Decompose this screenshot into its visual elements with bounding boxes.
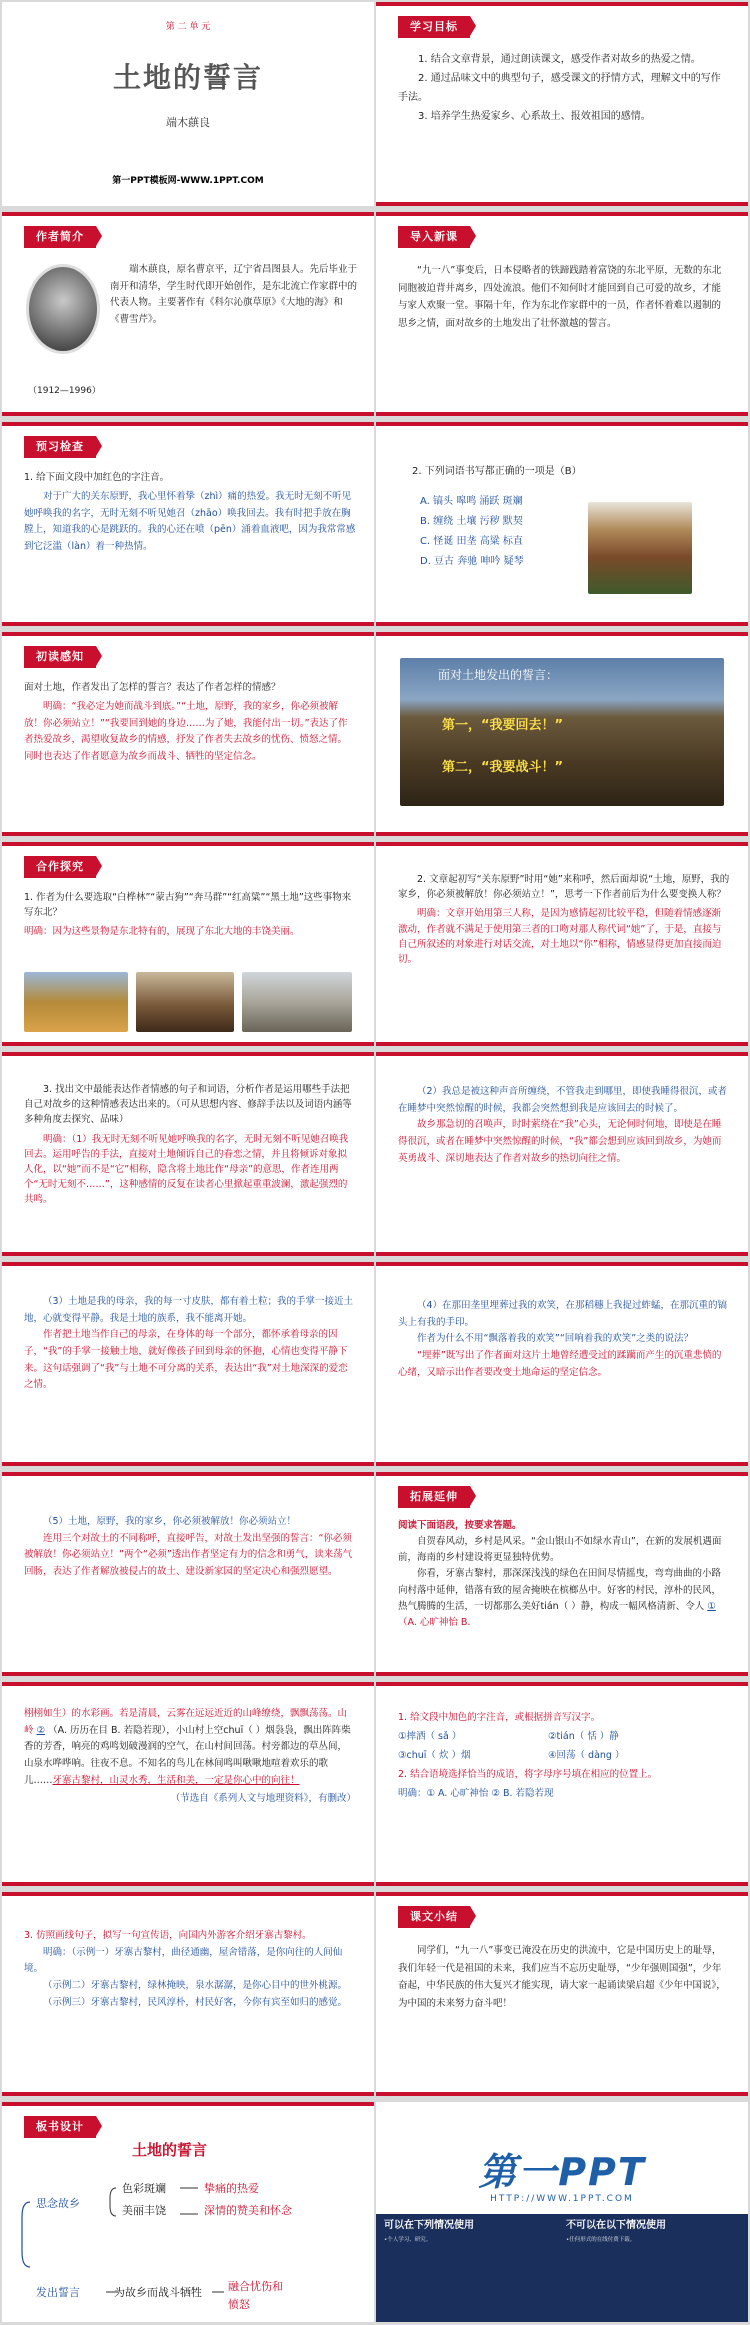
- top-bar: [2, 422, 374, 426]
- unit-label: 第 二 单 元: [165, 22, 211, 32]
- board-node: 融合忧伤和: [228, 2280, 283, 2293]
- analysis: 故乡那急切的召唤声，时时萦绕在“我”心头，无论何时何地，即使是在睡得很沉，或者在睡梦中突然惊醒的时候，“我”都会想到应该回到故乡，为她而英勇战斗、深切地表达了作者对故乡的热切向往之情。: [398, 1119, 722, 1164]
- answer: （示例三）牙寨古黎村，民风淳朴，村民好客，今你有宾至如归的感觉。: [43, 1996, 348, 2008]
- reading-paragraph: 栩栩如生）的水彩画。若是清晨，云雾在远远近近的山峰缭绕，飘飘荡荡。山岭 ② （A. 历历在目 B. 若隐若现），小山村上空chuī（ ）烟袅袅，飘出阵阵柴香的芳香，响亮的鸡鸣划破漫润的空气，在山村间回荡。村旁都边的草丛间，山泉水哗哗响。往夜不息。不知名的鸟儿在林间鸣叫啾啾地喧着欢乐的歌儿……牙寨古黎村，山灵水秀，生活和美，一定是你心中的向往！: [24, 1708, 351, 1786]
- top-bar: [376, 422, 748, 426]
- slide-mother: [2, 1262, 374, 1466]
- section-tag: 课文小结: [398, 1906, 470, 1928]
- option: D. 豆古 奔驰 呻吟 疑琴: [420, 556, 524, 567]
- slide-emotion: [2, 1052, 374, 1256]
- slide-cover: [2, 2, 374, 206]
- oath-heading: 面对土地发出的誓言：: [438, 668, 559, 682]
- slide-explore: [2, 842, 374, 1046]
- author-name: 端木蕻良: [166, 116, 210, 129]
- author-years: （1912—1996）: [28, 386, 101, 396]
- bottom-bar: [376, 202, 748, 206]
- bottom-bar: [376, 1672, 748, 1676]
- underlined-sentence: 牙寨古黎村，山灵水秀，生活和美，一定是你心中的向往！: [52, 1774, 300, 1786]
- top-bar: [376, 842, 748, 846]
- oath-line: 第一，“我要回去！”: [442, 718, 564, 733]
- top-bar: [2, 1052, 374, 1056]
- sorghum-photo: [588, 502, 692, 594]
- top-bar: [376, 1262, 748, 1266]
- slide-author: [2, 212, 374, 416]
- slide-exercise: [376, 1682, 748, 1886]
- usage-heading: 可以在下列情况使用: [384, 2220, 474, 2231]
- slide-reading-cont: [2, 1682, 374, 1886]
- slide-intro: [376, 212, 748, 416]
- top-bar: [376, 1892, 748, 1896]
- page-title: 土地的誓言: [112, 61, 263, 94]
- bottom-bar: [2, 412, 374, 416]
- option: B. 缠绕 土壤 污秽 默契: [420, 516, 523, 527]
- brand-logo: 第一PPT: [478, 2150, 646, 2194]
- goal-item: 2. 通过品味文中的典型句子，感受课文的抒情方式，理解文中的写作手法。: [398, 73, 721, 103]
- top-bar: [2, 1682, 374, 1686]
- slide-slogan: [2, 1892, 374, 2096]
- option: A. 镐头 嗥鸣 涌跃 斑斓: [420, 496, 523, 507]
- bottom-bar: [376, 1882, 748, 1886]
- slide-spelling: [376, 422, 748, 626]
- reading-paragraph: 你看，牙寨古黎村，那深深浅浅的绿色在田间尽情摇曳，弯弯曲曲的小路向村落中延伸，错落有致的屋舍掩映在槟榔丛中。好客的村民，淳朴的民风，热气腾腾的生活，一切都那么美好tián（ ）静，构成一幅风格清新、令人 ① （A. 心旷神怡 B.: [398, 1568, 722, 1628]
- answer: ④回荡（ dàng ）: [548, 1750, 625, 1761]
- wheat-field-photo: [24, 972, 128, 1032]
- answer: 明确：文章开始用第三人称，是因为感情起初比较平稳，但随着情感逐渐激动，作者就不满足于使用第三者的口吻对那人称代词“她”了，于是，直接与自己所叙述的对象进行对话交流，对土地以“你”相称，情感显得更加直接而迫切。: [398, 908, 722, 965]
- slide-pronoun: [376, 842, 748, 1046]
- section-tag: 学习目标: [398, 16, 470, 38]
- instruction: 阅读下面语段，按要求答题。: [398, 1520, 522, 1531]
- quote: （2）我总是被这种声音所缠绕，不管我走到哪里，即使我睡得很沉，或者在睡梦中突然惊醒的时候，我都会突然想到我是应该回去的时候了。: [398, 1086, 728, 1114]
- slide-liberation: [2, 1472, 374, 1676]
- analysis: 连用三个对故土的不同称呼，直接呼告，对故土发出坚强的誓言：“你必须被解放！你必须站立！”两个“必须”透出作者坚定有力的信念和勇气，读来荡气回肠，表达了作者解放被侵占的故土、建设新家园的坚定决心和强烈愿望。: [24, 1532, 353, 1577]
- question: 1. 给下面文段中加红色的字注音。: [24, 472, 170, 483]
- slide-end: [376, 2102, 748, 2322]
- board-node: 发出誓言: [36, 2286, 80, 2299]
- bottom-bar: [376, 1042, 748, 1046]
- question: 3. 找出文中最能表达作者情感的句子和词语，分析作者是运用哪些手法把自己对故乡的这种情感表达出来的。（可从思想内容、修辞手法以及词语内涵等多种角度去探究、品味）: [24, 1084, 352, 1126]
- section-tag: 预习检查: [24, 436, 96, 458]
- blank: ②: [36, 1724, 46, 1736]
- top-bar: [376, 1472, 748, 1476]
- bottom-bar: [2, 1252, 374, 1256]
- top-bar: [2, 1472, 374, 1476]
- oath-line: 第二，“我要战斗！”: [442, 760, 564, 775]
- slide-burial: [376, 1262, 748, 1466]
- horses-photo: [136, 972, 234, 1032]
- board-node: 挚痛的热爱: [204, 2182, 259, 2195]
- answer: ②tián（ 恬 ）静: [548, 1731, 619, 1742]
- answer: ①摔洒（ sǎ ）: [398, 1731, 462, 1742]
- slide-emotion-2: [376, 1052, 748, 1256]
- bottom-bar: [376, 622, 748, 626]
- board-node: 为故乡而战斗牺牲: [114, 2286, 202, 2299]
- section-tag: 初读感知: [24, 646, 96, 668]
- top-bar: [2, 842, 374, 846]
- blank: ①: [707, 1600, 716, 1612]
- section-tag: 拓展延伸: [398, 1486, 470, 1508]
- slide-oath: [376, 632, 748, 836]
- source: （节选自《系列人文与地理资料》，有删改）: [170, 1793, 356, 1805]
- board-node: 色彩斑斓: [122, 2182, 166, 2195]
- slide-first-read: [2, 632, 374, 836]
- answer: 明确：（示例一）牙寨古黎村，曲径通幽，屋舍错落，是你向往的人间仙境。: [24, 1946, 343, 1975]
- top-bar: [2, 1262, 374, 1266]
- bottom-bar: [376, 1462, 748, 1466]
- summary-text: 同学们，“九一八”事变已淹没在历史的洪流中，它是中国历史上的耻辱，我们年轻一代是祖国的未来，我们应当不忘历史耻辱，“少年强则国强”，少年奋起，中华民族的伟大复兴才能实现，请大家一起诵读梁启超《少年中国说》，为中国的未来努力奋斗吧！: [398, 1945, 726, 2009]
- top-bar: [376, 1682, 748, 1686]
- question: 2. 结合语境选择恰当的成语，将字母序号填在相应的位置上。: [398, 1769, 658, 1780]
- answer: 明确：① A. 心旷神怡 ② B. 若隐若现: [398, 1788, 554, 1799]
- board-node: 思念故乡: [36, 2197, 80, 2210]
- board-node: 深情的赞美和怀念: [204, 2204, 292, 2217]
- birch-photo: [242, 972, 352, 1032]
- top-bar: [376, 1052, 748, 1056]
- goal-item: 1. 结合文章背景，通过朗读课文，感受作者对故乡的热爱之情。: [418, 54, 701, 65]
- answer: ③chuī（ 炊 ）烟: [398, 1750, 471, 1761]
- top-bar: [2, 212, 374, 216]
- site-credit[interactable]: 第一PPT模板网-WWW.1PPT.COM: [112, 176, 264, 186]
- bottom-bar: [376, 1252, 748, 1256]
- goal-item: 3. 培养学生热爱家乡、心系故土、报效祖国的感情。: [418, 111, 651, 122]
- reading-paragraph: 自贺春风动，乡村是风采。“金山银山不如绿水青山”，在新的发展机遇面前，海南的乡村建设将更显独特优势。: [398, 1536, 722, 1564]
- answer: 明确：（1）我无时无刻不听见她呼唤我的名字，无时无刻不听见她召唤我回去。运用呼告的手法，直接对土地倾诉自己的眷恋之情，并且将倾诉对象拟人化，以“她”而不是“它”相称，隐含将土地比作“母亲”的意思，作者连用两个“无时无刻不……”，这种感情的反复在读者心里掀起重重波澜，激起强烈的共鸣。: [24, 1133, 349, 1206]
- bottom-bar: [376, 2092, 748, 2096]
- quote: （3）土地是我的母亲，我的每一寸皮肤，都有着土粒；我的手掌一接近土地，心就变得平静。我是土地的族系，我不能离开她。: [24, 1296, 354, 1324]
- usage-item: •任何形式的在线付费下载。: [566, 2237, 636, 2243]
- slide-preview: [2, 422, 374, 626]
- slide-summary: [376, 1892, 748, 2096]
- bottom-bar: [2, 832, 374, 836]
- answer: 明确：因为这些景物是东北特有的，展现了东北大地的丰饶美丽。: [24, 926, 300, 938]
- author-bio: 端木蕻良，原名曹京平，辽宁省昌图县人。先后毕业于南开和清华，学生时代即开始创作，是东北流亡作家群中的代表人物。主要著作有《科尔沁旗草原》《大地的海》和《曹雪芹》。: [110, 264, 358, 325]
- bottom-bar: [2, 2092, 374, 2096]
- slide-goals: [376, 2, 748, 206]
- question: 1. 给文段中加色的字注音，或根据拼音写汉字。: [398, 1712, 601, 1723]
- bottom-bar: [2, 1042, 374, 1046]
- question: 面对土地，作者发出了怎样的誓言？表达了作者怎样的情感？: [24, 682, 281, 693]
- bottom-bar: [2, 1882, 374, 1886]
- usage-heading: 不可以在以下情况使用: [566, 2220, 666, 2231]
- top-bar: [2, 1892, 374, 1896]
- usage-info: [376, 2214, 748, 2322]
- analysis: 作者把土地当作自己的母亲，在身体的每一个部分，都怀承着母亲的因子，“我”的手掌一接触土地，就好像孩子回到母亲的怀抱，心情也变得平静下来。这句话强调了“我”与土地不可分离的关系，表达出“我”对土地深深的爱恋之情。: [24, 1329, 348, 1391]
- section-tag: 导入新课: [398, 226, 470, 248]
- bottom-bar: [376, 832, 748, 836]
- quote: （4）在那田垄里埋葬过我的欢笑，在那稻穗上我捉过蚱蜢，在那沉重的镐头上有我的手印。: [398, 1300, 728, 1328]
- top-bar: [376, 2, 748, 6]
- question: 作者为什么不用“飘落着我的欢笑”“回响着我的欢笑”之类的说法？: [417, 1333, 694, 1345]
- board-node: 美丽丰饶: [122, 2204, 166, 2217]
- analysis: “埋葬”既写出了作者面对这片土地曾经遭受过的蹂躏而产生的沉重悲愤的心绪，又暗示出作者要改变土地命运的坚定信念。: [398, 1349, 722, 1378]
- slide-board: [2, 2102, 374, 2322]
- bottom-bar: [2, 1672, 374, 1676]
- intro-text: “九一八”事变后，日本侵略者的铁蹄践踏着富饶的东北平原，无数的东北同胞被迫背井离乡，四处流浪。他们不知何时才能回到自己可爱的故乡，才能与家人欢聚一堂。事隔十年，作为东北作家群中的一员，作者怀着难以遏制的思乡之情，面对故乡的土地发出了壮怀激越的誓言。: [398, 265, 722, 329]
- top-bar: [376, 212, 748, 216]
- board-node: 愤怒: [228, 2298, 250, 2311]
- question: 1. 作者为什么要选取“白桦林”“蒙古狗”“奔马群”“红高粱”“黑土地”这些事物来写东北？: [24, 892, 352, 919]
- question: 2. 文章起初写“关东原野”时用“她”来称呼，然后面却说“土地，原野，我的家乡，你必须被解放！你必须站立！”，思考一下作者前后为什么要变换人称？: [398, 874, 730, 901]
- question: 3. 仿照画线句子，拟写一句宣传语，向国内外游客介绍牙寨古黎村。: [24, 1930, 312, 1941]
- section-tag: 板书设计: [24, 2116, 96, 2138]
- board-title: 土地的誓言: [132, 2141, 208, 2159]
- quote: （5）土地，原野，我的家乡，你必须被解放！你必须站立！: [43, 1516, 297, 1527]
- top-bar: [2, 632, 374, 636]
- bottom-bar: [376, 412, 748, 416]
- section-tag: 作者简介: [24, 226, 96, 248]
- bottom-bar: [2, 1462, 374, 1466]
- question: 2. 下列词语书写都正确的一项是（B）: [412, 466, 582, 477]
- usage-item: •个人学习、研究。: [384, 2237, 432, 2243]
- answer: 明确：“我必定为她而战斗到底。”“土地，原野，我的家乡，你必须被解放！你必须站立！”“我要回到她的身边……为了她，我能付出一切。”表达了作者热爱故乡，渴望收复故乡的情感，抒发了作者失去故乡的忧伤、愤怒之情。同时也表达了作者愿意为故乡而战斗、牺牲的坚定信念。: [24, 701, 348, 763]
- section-tag: 合作探究: [24, 856, 96, 878]
- slide-extension: [376, 1472, 748, 1676]
- bottom-bar: [2, 622, 374, 626]
- passage: 对于广大的关东原野，我心里怀着挚（zhì）痛的热爱。我无时无刻不听见她呼唤我的名字，无时无刻不听见她召（zhāo）唤我回去。我有时把手放在胸膛上，知道我的心是跳跃的。我的心还在喷（pēn）涌着血液吧，因为我常常感到它泛滥（làn）着一种热情。: [24, 491, 356, 553]
- brand-url[interactable]: HTTP://WWW.1PPT.COM: [490, 2194, 634, 2204]
- option: C. 怪诞 田垄 高粱 标直: [420, 536, 523, 547]
- top-bar: [376, 632, 748, 636]
- answer: （示例二）牙寨古黎村，绿林掩映，泉水潺潺，是你心目中的世外桃源。: [43, 1979, 348, 1991]
- author-portrait: [26, 264, 100, 354]
